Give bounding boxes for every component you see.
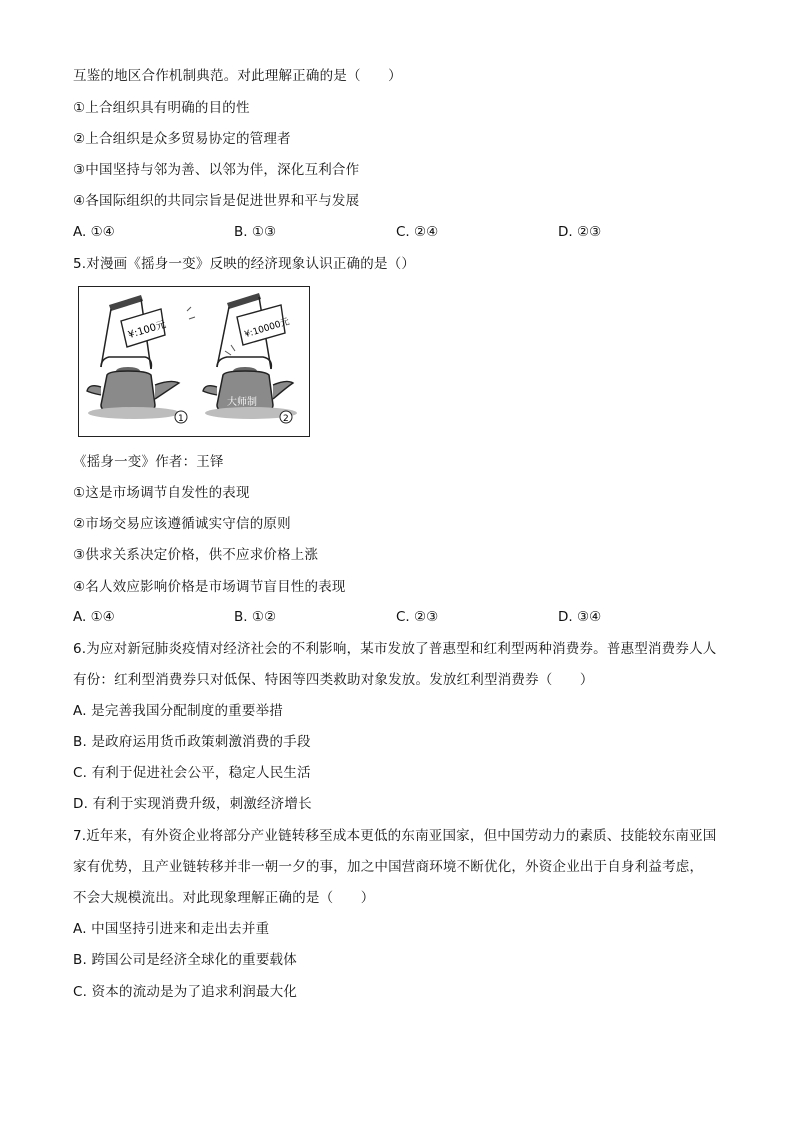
q6-option-b[interactable]: B. 是政府运用货币政策刺激消费的手段 bbox=[73, 734, 311, 750]
q4-option-b[interactable]: B. ①③ bbox=[234, 224, 277, 240]
q4-statement-4: ④各国际组织的共同宗旨是促进世界和平与发展 bbox=[73, 193, 360, 209]
q5-option-b[interactable]: B. ①② bbox=[234, 609, 277, 625]
q5-statement-1: ①这是市场调节自发性的表现 bbox=[73, 485, 250, 501]
right-tag-suffix: 000元 bbox=[262, 317, 291, 335]
left-price-tag bbox=[121, 309, 167, 347]
q7-option-a[interactable]: A. 中国坚持引进来和走出去并重 bbox=[73, 921, 270, 937]
q5-option-d[interactable]: D. ③④ bbox=[558, 609, 602, 625]
num-right: 2 bbox=[283, 414, 289, 424]
left-teapot bbox=[87, 295, 180, 419]
q6-stem-line-2: 有份：红利型消费券只对低保、特困等四类救助对象发放。发放红利型消费券（ ） bbox=[73, 672, 594, 688]
q4-statement-2: ②上合组织是众多贸易协定的管理者 bbox=[73, 131, 291, 147]
q5-statement-4: ④名人效应影响价格是市场调节盲目性的表现 bbox=[73, 579, 346, 595]
q5-options bbox=[73, 608, 723, 626]
left-tag-text: ¥:100元 bbox=[126, 319, 168, 342]
num-right-badge bbox=[280, 411, 292, 424]
q6-option-d[interactable]: D. 有利于实现消费升级，刺激经济增长 bbox=[73, 796, 312, 812]
q7-stem-line-2: 家有优势，且产业链转移并非一朝一夕的事，加之中国营商环境不断优化，外资企业出于自身利益考虑， bbox=[73, 859, 704, 875]
pot-label: 大师制 bbox=[227, 397, 257, 408]
q5-statement-3: ③供求关系决定价格，供不应求价格上涨 bbox=[73, 547, 319, 563]
q5-statement-2: ②市场交易应该遵循诚实守信的原则 bbox=[73, 516, 291, 532]
num-left-badge bbox=[175, 411, 187, 424]
q4-statement-1: ①上合组织具有明确的目的性 bbox=[73, 100, 250, 116]
q5-option-c[interactable]: C. ②③ bbox=[396, 609, 439, 625]
q4-statement-3: ③中国坚持与邻为善、以邻为伴，深化互利合作 bbox=[73, 162, 360, 178]
q4-stem-tail: 互鉴的地区合作机制典范。对此理解正确的是（ ） bbox=[73, 68, 402, 84]
right-teapot bbox=[203, 293, 297, 419]
q7-option-b[interactable]: B. 跨国公司是经济全球化的重要载体 bbox=[73, 952, 297, 968]
q7-stem-line-1: 7.近年来，有外资企业将部分产业链转移至成本更低的东南亚国家，但中国劳动力的素质、技能较东南亚国 bbox=[73, 828, 717, 844]
cartoon-image bbox=[78, 286, 310, 437]
right-price-tag bbox=[237, 305, 291, 345]
q6-option-c[interactable]: C. 有利于促进社会公平，稳定人民生活 bbox=[73, 765, 311, 781]
q6-option-a[interactable]: A. 是完善我国分配制度的重要举措 bbox=[73, 703, 283, 719]
q6-stem-line-1: 6.为应对新冠肺炎疫情对经济社会的不利影响，某市发放了普惠型和红利型两种消费券。普惠型消费券人人 bbox=[73, 641, 717, 657]
q4-options bbox=[73, 223, 723, 241]
q7-stem-line-3: 不会大规模流出。对此现象理解正确的是（ ） bbox=[73, 890, 375, 906]
q5-option-a[interactable]: A. ①④ bbox=[73, 609, 115, 625]
right-tag-prefix: ¥:10 bbox=[243, 324, 266, 341]
q5-caption: 《摇身一变》作者：王铎 bbox=[73, 454, 224, 470]
q4-option-c[interactable]: C. ②④ bbox=[396, 224, 439, 240]
q4-option-a[interactable]: A. ①④ bbox=[73, 224, 115, 240]
q7-option-c[interactable]: C. 资本的流动是为了追求利润最大化 bbox=[73, 984, 298, 1000]
q5-stem: 5.对漫画《摇身一变》反映的经济现象认识正确的是（） bbox=[73, 256, 416, 272]
num-left: 1 bbox=[178, 414, 184, 424]
q4-option-d[interactable]: D. ②③ bbox=[558, 224, 602, 240]
